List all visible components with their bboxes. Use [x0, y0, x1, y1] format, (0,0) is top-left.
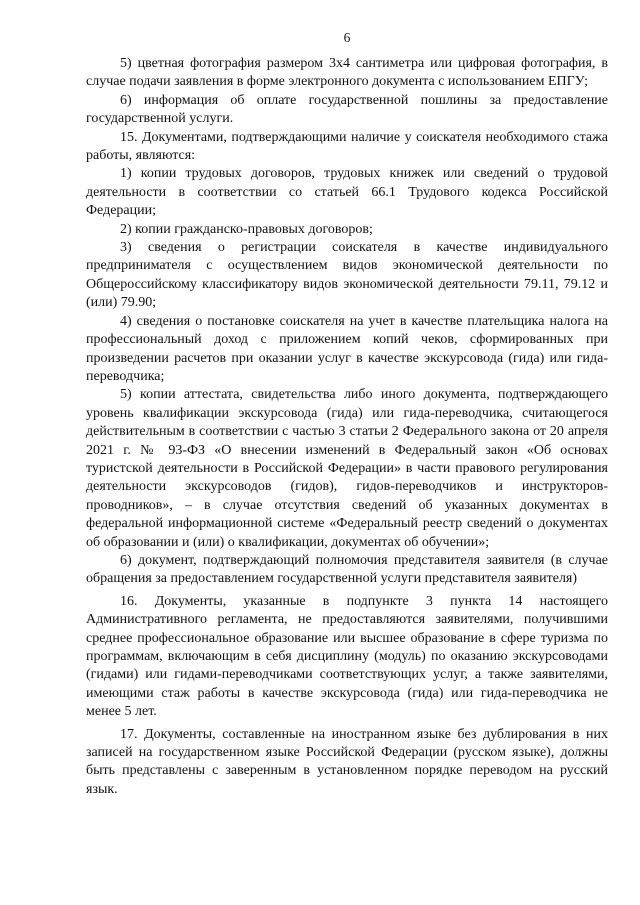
paragraph-item-4-tax: 4) сведения о постановке соискателя на учет в качестве плательщика налога на профессиональный доход с приложением копий чеков, сформированных при произведении расчетов при оказании услуг в качестве экскурсовода (гида) или гида-переводчика; — [86, 313, 608, 384]
page-number: 6 — [343, 30, 351, 45]
paragraph-item-5-certificate: 5) копии аттестата, свидетельства либо иного документа, подтверждающего уровень квалификации экскурсовода (гида) или гида-переводчика, считающегося действительным в соответствии с частью 3 статьи 2 Федерального закона от 20 апреля 2021 г. № 93-ФЗ «О внесении изменений в Федеральный закон «Об основах туристской деятельности в Российской Федерации» в части правового регулирования деятельности экскурсоводов (гидов), гидов-переводчиков и инструкторов-проводников», – в случае отсутствия сведений об указанных документах в федеральной информационной системе «Федеральный реестр сведений о документах об образовании и (или) о квалификации, документах об обучении»; — [86, 387, 608, 550]
paragraph-clause-15: 15. Документами, подтверждающими наличие у соискателя необходимого стажа работы, являются: — [86, 129, 608, 164]
paragraph-item-6-authority: 6) документ, подтверждающий полномочия представителя заявителя (в случае обращения за предоставлением государственной услуги представителя заявителя) — [86, 552, 608, 587]
paragraph-item-6-fee: 6) информация об оплате государственной пошлины за предоставление государственной услуги. — [86, 92, 608, 127]
paragraph-clause-17: 17. Документы, составленные на иностранном языке без дублирования в них записей на государственном языке Российской Федерации (русском языке), должны быть представлены с заверенным в установленном порядке переводом на русский язык. — [86, 726, 608, 797]
document-body — [86, 55, 608, 799]
paragraph-item-1-contracts: 1) копии трудовых договоров, трудовых книжек или сведений о трудовой деятельности в соответствии со статьей 66.1 Трудового кодекса Российской Федерации; — [86, 166, 608, 219]
paragraph-clause-16: 16. Документы, указанные в подпункте 3 пункта 14 настоящего Административного регламента, не предоставляются заявителями, получившими среднее профессиональное образование или высшее образование в сфере туризма по программам, включающим в себя дисциплину (модуль) по оказанию экскурсоводами (гидами) или гидами-переводчиками соответствующих услуг, а также заявителями, имеющими стаж работы в качестве экскурсовода (гида) или гида-переводчика не менее 5 лет. — [86, 593, 608, 720]
paragraph-item-2-civil-contracts: 2) копии гражданско-правовых договоров; — [120, 221, 373, 237]
paragraph-item-3-entrepreneur: 3) сведения о регистрации соискателя в качестве индивидуального предпринимателя с осуществлением видов экономической деятельности по Общероссийскому классификатору видов экономической деятельности 79.11, 79.12 и (или) 79.90; — [86, 240, 608, 311]
paragraph-item-5-photo: 5) цветная фотография размером 3х4 сантиметра или цифровая фотография, в случае подачи заявления в форме электронного документа с использованием ЕПГУ; — [86, 56, 608, 90]
